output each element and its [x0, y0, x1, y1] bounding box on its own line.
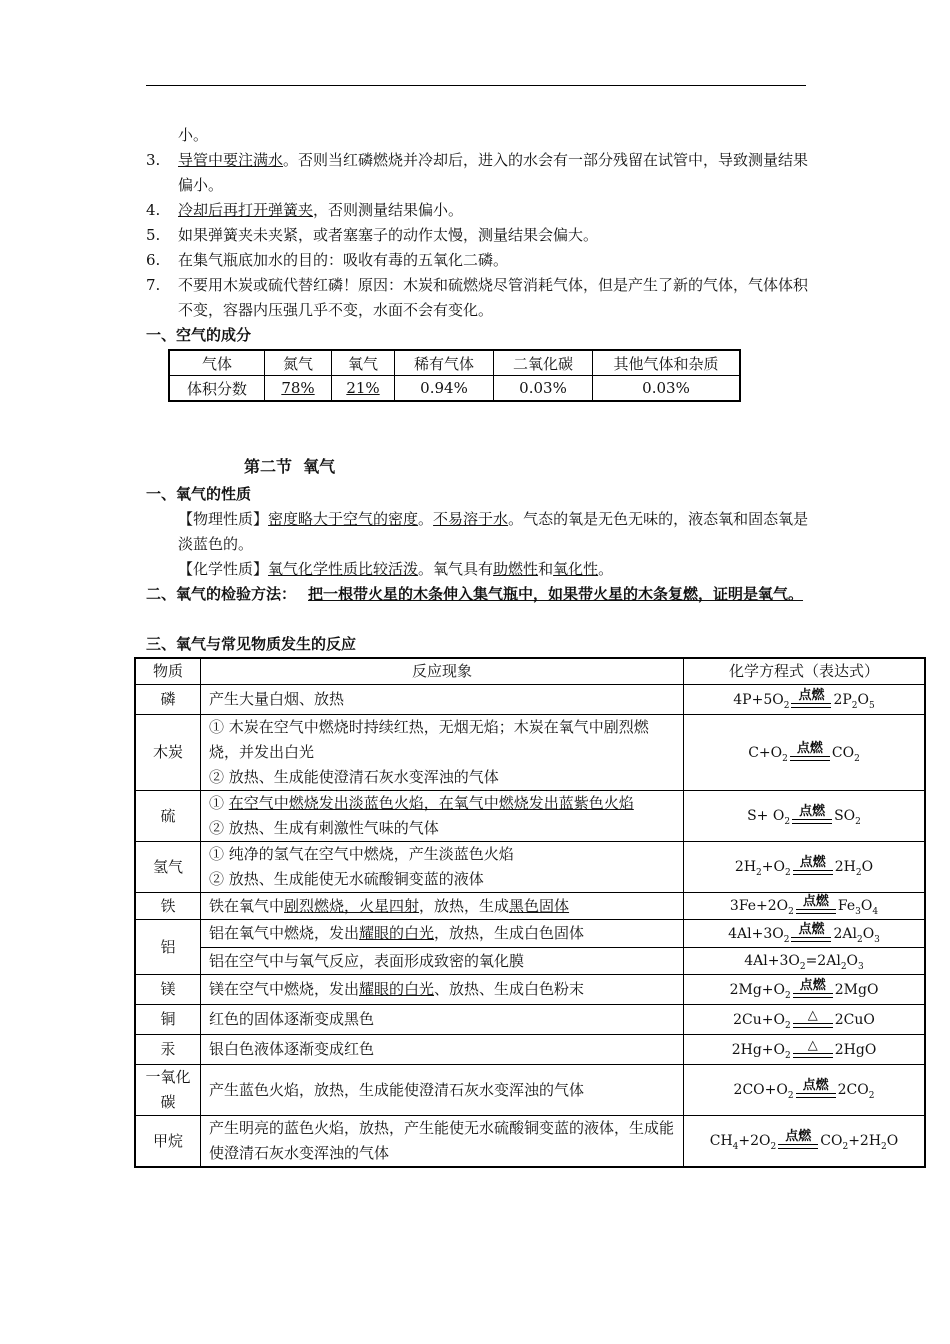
condition-text: 点燃: [802, 1078, 829, 1093]
note-item-4: [146, 198, 810, 223]
equals-sign: [796, 1093, 836, 1098]
chemical-equation: [730, 978, 879, 1003]
chemical-label: 【化学性质】: [178, 560, 269, 578]
equation-cell: [684, 685, 926, 715]
physical-properties: [178, 507, 810, 557]
phenomenon-cell: [201, 948, 684, 975]
reaction-condition: [793, 1009, 833, 1033]
test-method: [146, 582, 810, 607]
reaction-condition: [792, 805, 832, 829]
phenomenon-text: ① 纯净的氢气在空气中燃烧，产生淡蓝色火焰: [209, 845, 514, 863]
chemical-equation: [748, 741, 860, 766]
substance-cell: 氢气: [135, 842, 201, 893]
table-row: [135, 975, 925, 1005]
equation-products: $2CO_2$: [837, 1082, 875, 1101]
equation-cell: [684, 893, 926, 920]
equation-reactants: $4Al+3O_2$: [728, 925, 790, 945]
condition-text: 点燃: [798, 687, 825, 703]
props-heading: 一、氧气的性质: [146, 485, 252, 503]
equation-cell: [684, 1116, 926, 1168]
phenomenon-cell: [201, 1005, 684, 1035]
equals-sign: [796, 909, 836, 914]
table-cell: 其他气体和杂质: [593, 350, 741, 376]
phenomenon-line: [209, 949, 675, 974]
table-cell: 78%: [265, 376, 332, 402]
chem-text: 。: [598, 560, 614, 578]
reaction-condition: [793, 1039, 833, 1063]
note-text-underlined: 导管中要注满水: [178, 151, 284, 169]
note-number: 4.: [146, 201, 161, 219]
equation-products: $Fe_3O_4$: [837, 898, 879, 917]
chemical-equation: [744, 949, 864, 974]
equation-products: 2MgO: [834, 981, 879, 998]
phenomenon-text: 产生大量白烟、放热: [209, 690, 345, 708]
phenomenon-line: [209, 1037, 675, 1062]
reaction-condition: [778, 1130, 818, 1154]
note-text: ，否则测量结果偏小。: [313, 201, 464, 219]
equals-sign: [778, 1144, 818, 1149]
phenomenon-line: [209, 791, 675, 816]
table-row: [135, 791, 925, 842]
equation-reactants: $2CO+O_2$: [733, 1082, 794, 1101]
note-item-7: [146, 273, 810, 323]
equation-reactants: $C+O_2$: [748, 744, 788, 764]
phenomenon-text: 红色的固体逐渐变成黑色: [209, 1010, 375, 1028]
note-number: 6.: [146, 251, 161, 269]
table-row: [135, 1035, 925, 1065]
equals-sign: [791, 937, 831, 942]
phenomenon-text-underlined: 耀眼的白光: [359, 924, 435, 942]
phenomenon-cell: [201, 715, 684, 791]
substance-cell: 磷: [135, 685, 201, 715]
condition-text: 点燃: [796, 740, 823, 756]
reaction-condition: [796, 895, 836, 919]
chemical-equation: [733, 1008, 875, 1033]
equation-products: $2Al_2O_3$: [833, 925, 880, 945]
condition-text: 点燃: [799, 977, 826, 993]
equation-products: 2HgO: [834, 1041, 877, 1058]
reaction-condition: [793, 979, 833, 1003]
table-header-row: [135, 658, 925, 685]
chem-text: 和: [538, 560, 554, 578]
phenomenon-cell: [201, 842, 684, 893]
table-row: [135, 1116, 925, 1168]
equals-sign: [793, 870, 833, 875]
chemical-equation: [710, 1129, 899, 1154]
note-number: 7.: [146, 276, 161, 294]
substance-cell: 铁: [135, 893, 201, 920]
table-row: [135, 1065, 925, 1116]
equation-reactants: $4P+5O_2$: [733, 691, 790, 711]
air-heading: 一、空气的成分: [146, 326, 252, 344]
equation-reactants: $CH_4+2O_2$: [709, 1133, 777, 1152]
table-row: [135, 842, 925, 893]
phenomenon-line: [209, 842, 675, 867]
chemical-equation: [730, 894, 878, 919]
phenomenon-text: 铝在空气中与氧气反应，表面形成致密的氧化膜: [209, 951, 525, 970]
table-row: [135, 1005, 925, 1035]
phenomenon-cell: [201, 685, 684, 715]
substance-cell: 汞: [135, 1035, 201, 1065]
reaction-condition: [793, 856, 833, 880]
air-composition-table: [168, 349, 741, 402]
phenomenon-text: ② 放热、生成能使无水硫酸铜变蓝的液体: [209, 870, 484, 888]
chemical-equation: [734, 1078, 875, 1103]
table-cell: 二氧化碳: [494, 350, 593, 376]
equation-cell: [684, 715, 926, 791]
phenomenon-text: 镁在空气中燃烧，发出: [209, 980, 360, 998]
substance-cell: 铝: [135, 920, 201, 975]
phenomenon-text: ，放热，生成白色固体: [434, 924, 585, 942]
phenomenon-text: 、放热、生成白色粉末: [434, 980, 585, 998]
table-row: [135, 685, 925, 715]
phenomenon-line: [209, 1116, 675, 1166]
note-text: 。否则当红磷燃烧并冷却后，进入的水会有一部分残留在试管中，导致测量结果偏小。: [178, 151, 809, 194]
phenomenon-line: [209, 687, 675, 712]
equals-sign: [792, 819, 832, 824]
table-header-row: [169, 350, 740, 376]
table-cell: 氧气: [332, 350, 395, 376]
condition-text: 点燃: [785, 1129, 812, 1144]
phenomenon-text-underlined: 耀眼的白光: [359, 980, 435, 998]
phenomenon-line: [209, 715, 675, 765]
equation-cell: [684, 1065, 926, 1116]
chemical-properties: [178, 557, 810, 582]
phenomenon-cell: [201, 1065, 684, 1116]
equals-sign: [790, 756, 830, 761]
density-text: 密度略大于空气的密度: [268, 510, 419, 528]
header-rule: [146, 85, 806, 86]
phenomenon-text-underlined: 在空气中燃烧发出淡蓝色火焰，在氧气中燃烧发出蓝紫色火焰: [228, 794, 634, 812]
table-row: [135, 948, 925, 975]
note-text: 如果弹簧夹未夹紧，或者塞塞子的动作太慢，测量结果会偏大。: [178, 226, 599, 244]
activity-text: 氧气化学性质比较活泼: [268, 560, 419, 578]
oxidizing-text: 氧化性: [553, 560, 599, 578]
equals-sign: [793, 1053, 833, 1058]
equation-products: 2CuO: [834, 1011, 875, 1028]
table-cell: 稀有气体: [395, 350, 494, 376]
physical-label: 【物理性质】: [178, 510, 269, 528]
phenomenon-line: [209, 894, 675, 919]
chemical-equation: [735, 855, 873, 880]
phenomenon-line: [209, 1078, 675, 1103]
condition-text: △: [807, 1007, 818, 1023]
phenomenon-cell: [201, 791, 684, 842]
phenomenon-cell: [201, 893, 684, 920]
phenomenon-text: ① 木炭在空气中燃烧时持续红热，无烟无焰；木炭在氧气中剧烈燃烧，并发出白光: [209, 718, 649, 761]
phenomenon-line: [209, 1007, 675, 1032]
reaction-condition: [790, 742, 830, 766]
phenomenon-text: ①: [209, 794, 229, 812]
chemical-equation: [732, 1038, 877, 1063]
phenomenon-text-underlined: 黑色固体: [509, 896, 570, 915]
substance-cell: 铜: [135, 1005, 201, 1035]
table-row: [169, 376, 740, 402]
equation-reactants: $2H_2+O_2$: [734, 859, 791, 878]
equation-reactants: $2Hg+O_2$: [731, 1041, 791, 1061]
react-heading: 三、氧气与常见物质发生的反应: [146, 635, 357, 653]
equation-reactants: $3Fe+2O_2$: [729, 898, 794, 917]
equation-cell: [684, 842, 926, 893]
condition-text: △: [807, 1037, 818, 1053]
phenomenon-line: [209, 867, 675, 892]
phenomenon-text: ② 放热、生成能使澄清石灰水变浑浊的气体: [209, 768, 499, 786]
equation-cell: [684, 975, 926, 1005]
note-text-underlined: 冷却后再打开弹簧夹: [178, 201, 314, 219]
equation-products: $2H_2O$: [834, 859, 874, 878]
phenomenon-text: ，放热，生成: [419, 896, 510, 915]
reaction-table: [134, 657, 926, 1168]
substance-cell: 甲烷: [135, 1116, 201, 1168]
note-item-6: [146, 248, 810, 273]
equation-cell: [684, 1035, 926, 1065]
equation-cell: [684, 791, 926, 842]
table-cell: 气体: [169, 350, 265, 376]
table-cell: 物质: [135, 658, 201, 685]
equals-sign: [793, 1023, 833, 1028]
equation-products: $CO_2$: [831, 744, 860, 764]
equation-text: $4Al+3O_2=2Al_2O_3$: [744, 953, 864, 972]
condition-text: 点燃: [799, 855, 826, 870]
phenomenon-text: 银白色液体逐渐变成红色: [209, 1040, 375, 1058]
table-cell: 21%: [332, 376, 395, 402]
equation-products: $CO_2+2H_2O$: [820, 1133, 899, 1152]
note-number: 3.: [146, 151, 161, 169]
phenomenon-line: [209, 765, 675, 790]
table-cell: 0.03%: [494, 376, 593, 402]
equation-cell: [684, 1005, 926, 1035]
phenomenon-text: 产生明亮的蓝色火焰，放热，产生能使无水硫酸铜变蓝的液体，生成能使澄清石灰水变浑浊的气体: [209, 1119, 675, 1162]
reaction-condition: [796, 1079, 836, 1103]
phenomenon-cell: [201, 1035, 684, 1065]
phenomenon-line: [209, 816, 675, 841]
note-number: 5.: [146, 226, 161, 244]
table-row: [135, 920, 925, 948]
note-text: 在集气瓶底加水的目的：吸收有毒的五氧化二磷。: [178, 251, 509, 269]
phenomenon-text: ② 放热、生成有刺激性气味的气体: [209, 819, 439, 837]
condition-text: 点燃: [798, 921, 825, 937]
table-cell: 0.94%: [395, 376, 494, 402]
substance-cell: 硫: [135, 791, 201, 842]
phenomenon-text: 铝在氧气中燃烧，发出: [209, 924, 360, 942]
note-item-5: [146, 223, 810, 248]
substance-cell: 木炭: [135, 715, 201, 791]
equation-cell: [684, 920, 926, 948]
table-row: [135, 715, 925, 791]
test-heading: 二、氧气的检验方法：: [146, 585, 297, 603]
punct: 。: [418, 510, 434, 528]
equation-reactants: $2Cu+O_2$: [733, 1011, 791, 1031]
condition-text: 点燃: [802, 894, 829, 909]
chemical-equation: [747, 804, 861, 829]
phenomenon-cell: [201, 975, 684, 1005]
equation-cell: [684, 948, 926, 975]
table-cell: 氮气: [265, 350, 332, 376]
equals-sign: [793, 993, 833, 998]
condition-text: 点燃: [799, 804, 826, 819]
reaction-condition: [791, 923, 831, 947]
phenomenon-text-underlined: 剧烈燃烧，火星四射: [284, 896, 420, 915]
combustion-support-text: 助燃性: [493, 560, 539, 578]
table-cell: 体积分数: [169, 376, 265, 402]
table-row: [135, 893, 925, 920]
note-text: 不要用木炭或硫代替红磷！原因：木炭和硫燃烧尽管消耗气体，但是产生了新的气体，气体体积不变，容器内压强几乎不变，水面不会有变化。: [178, 276, 809, 319]
equals-sign: [791, 703, 831, 708]
table-cell: 反应现象: [201, 658, 684, 685]
solubility-text: 不易溶于水: [433, 510, 509, 528]
section-title: 第二节 氧气: [244, 457, 336, 476]
test-text: 把一根带火星的木条伸入集气瓶中，如果带火星的木条复燃，证明是氧气。: [308, 585, 804, 603]
equation-products: $2P_2O_5$: [833, 691, 875, 711]
equation-reactants: $2Mg+O_2$: [729, 981, 791, 1001]
chemical-equation: [728, 922, 880, 947]
note-item-3: [146, 148, 810, 198]
equation-reactants: $S+ O_2$: [747, 808, 791, 827]
table-cell: 0.03%: [593, 376, 741, 402]
chemical-equation: [733, 688, 874, 713]
phenomenon-cell: [201, 1116, 684, 1168]
phenomenon-text: 铁在氧气中: [209, 896, 285, 915]
phenomenon-line: [209, 921, 675, 946]
phenomenon-line: [209, 977, 675, 1002]
phenomenon-cell: [201, 920, 684, 948]
substance-cell: 一氧化碳: [135, 1065, 201, 1116]
table-cell: 化学方程式（表达式）: [684, 658, 926, 685]
chem-text: 。氧气具有: [418, 560, 494, 578]
substance-cell: 镁: [135, 975, 201, 1005]
continuation-text: 小。: [178, 126, 209, 144]
equation-products: $SO_2$: [834, 808, 861, 827]
reaction-condition: [791, 689, 831, 713]
phenomenon-text: 产生蓝色火焰，放热，生成能使澄清石灰水变浑浊的气体: [209, 1080, 585, 1099]
physical-desc: 。气态的氧是无色无味的，液态氧和固态氧是淡蓝色的。: [178, 510, 809, 553]
